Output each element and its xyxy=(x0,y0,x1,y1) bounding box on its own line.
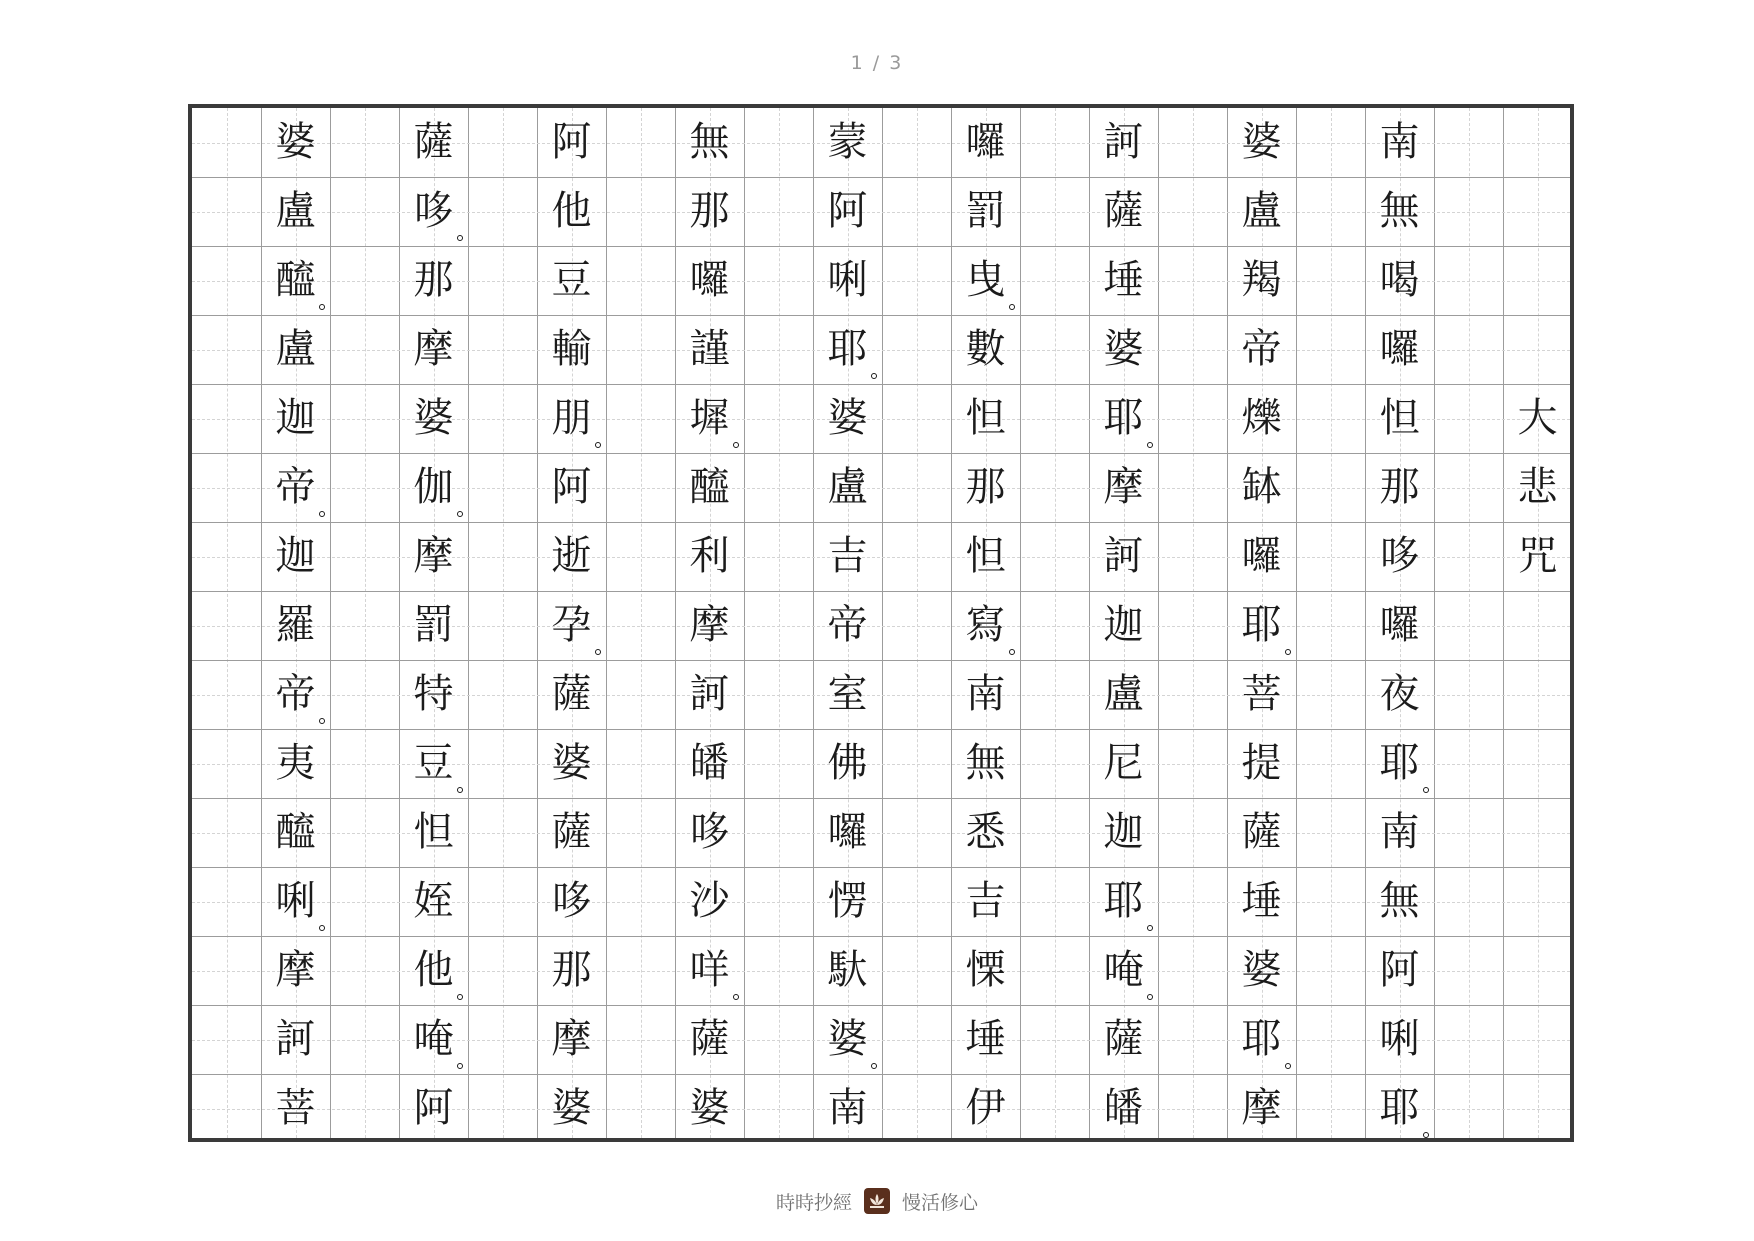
sutra-character: 摩 xyxy=(1241,1085,1282,1131)
punctuation-mark xyxy=(1009,304,1015,310)
grid-column-line xyxy=(1434,108,1435,1138)
sutra-character: 伊 xyxy=(965,1085,1006,1131)
sutra-character: 耶 xyxy=(1379,740,1420,786)
sutra-character: 愣 xyxy=(827,878,868,924)
punctuation-mark xyxy=(1147,442,1153,448)
sutra-character: 帝 xyxy=(275,464,316,510)
sutra-character: 帝 xyxy=(827,602,868,648)
sutra-character: 罰 xyxy=(413,602,454,648)
sutra-character: 婆 xyxy=(827,1016,868,1062)
sutra-character: 婆 xyxy=(413,395,454,441)
sutra-character: 摩 xyxy=(413,326,454,372)
sutra-character: 朋 xyxy=(551,395,592,441)
sutra-character: 罰 xyxy=(965,188,1006,234)
punctuation-mark xyxy=(871,373,877,379)
sutra-character: 無 xyxy=(1379,188,1420,234)
sutra-character: 皤 xyxy=(689,740,730,786)
sutra-character: 怛 xyxy=(413,809,454,855)
punctuation-mark xyxy=(1147,925,1153,931)
punctuation-mark xyxy=(319,304,325,310)
sutra-character: 薩 xyxy=(413,119,454,165)
sutra-character: 提 xyxy=(1241,740,1282,786)
lotus-icon xyxy=(864,1188,890,1214)
grid-column-guide xyxy=(365,108,366,1138)
sutra-character: 迦 xyxy=(275,533,316,579)
sutra-character: 無 xyxy=(1379,878,1420,924)
sutra-character: 婆 xyxy=(1103,326,1144,372)
sutra-character: 唎 xyxy=(1379,1016,1420,1062)
sutra-character: 無 xyxy=(689,119,730,165)
sutra-character: 他 xyxy=(551,188,592,234)
grid-column-line xyxy=(606,108,607,1138)
sutra-character: 耶 xyxy=(1103,878,1144,924)
sutra-character: 唵 xyxy=(413,1016,454,1062)
sutra-character: 夜 xyxy=(1379,671,1420,717)
grid-column-guide xyxy=(1331,108,1332,1138)
sutra-character: 哆 xyxy=(1379,533,1420,579)
sutra-character: 帝 xyxy=(275,671,316,717)
grid-column-guide xyxy=(641,108,642,1138)
sutra-character: 佛 xyxy=(827,740,868,786)
sutra-character: 耶 xyxy=(1241,1016,1282,1062)
sutra-character: 薩 xyxy=(1241,809,1282,855)
punctuation-mark xyxy=(319,511,325,517)
sutra-character: 輸 xyxy=(551,326,592,372)
sutra-character: 夷 xyxy=(275,740,316,786)
sutra-character: 那 xyxy=(689,188,730,234)
sutra-character: 馱 xyxy=(827,947,868,993)
grid-column-line xyxy=(330,108,331,1138)
grid-column-guide xyxy=(503,108,504,1138)
sutra-character: 豆 xyxy=(413,740,454,786)
sutra-character: 阿 xyxy=(1379,947,1420,993)
sutra-character: 盧 xyxy=(1241,188,1282,234)
sutra-character: 醯 xyxy=(275,257,316,303)
sutra-character: 耶 xyxy=(827,326,868,372)
sutra-character: 訶 xyxy=(689,671,730,717)
grid-column-guide xyxy=(779,108,780,1138)
sutra-character: 盧 xyxy=(275,326,316,372)
sutra-character: 婆 xyxy=(551,1085,592,1131)
sutra-character: 哆 xyxy=(551,878,592,924)
sutra-character: 南 xyxy=(1379,809,1420,855)
sutra-character: 薩 xyxy=(689,1016,730,1062)
punctuation-mark xyxy=(1423,787,1429,793)
sutra-character: 謹 xyxy=(689,326,730,372)
sutra-character: 婆 xyxy=(1241,119,1282,165)
grid-column-guide xyxy=(1469,108,1470,1138)
sutra-character: 醯 xyxy=(275,809,316,855)
title-character: 咒 xyxy=(1517,533,1558,579)
sutra-character: 哆 xyxy=(689,809,730,855)
sutra-character: 囉 xyxy=(827,809,868,855)
grid-column-guide xyxy=(1538,108,1539,1138)
grid-column-line xyxy=(1158,108,1159,1138)
punctuation-mark xyxy=(457,787,463,793)
sutra-character: 蒙 xyxy=(827,119,868,165)
sutra-character: 婆 xyxy=(1241,947,1282,993)
grid-column-line xyxy=(744,108,745,1138)
sutra-character: 菩 xyxy=(1241,671,1282,717)
sutra-character: 囉 xyxy=(689,257,730,303)
sutra-character: 阿 xyxy=(551,119,592,165)
sutra-character: 逝 xyxy=(551,533,592,579)
grid-column-line xyxy=(882,108,883,1138)
sutra-character: 迦 xyxy=(1103,602,1144,648)
sutra-character: 羅 xyxy=(275,602,316,648)
sutra-character: 特 xyxy=(413,671,454,717)
sutra-character: 南 xyxy=(1379,119,1420,165)
sutra-character: 室 xyxy=(827,671,868,717)
sutra-character: 那 xyxy=(413,257,454,303)
sutra-character: 摩 xyxy=(275,947,316,993)
grid-column-guide xyxy=(1055,108,1056,1138)
sutra-character: 訶 xyxy=(1103,533,1144,579)
grid-column-guide xyxy=(1193,108,1194,1138)
sutra-character: 薩 xyxy=(1103,188,1144,234)
sutra-character: 阿 xyxy=(827,188,868,234)
sutra-character: 耶 xyxy=(1379,1085,1420,1131)
punctuation-mark xyxy=(457,994,463,1000)
page-number: 1 / 3 xyxy=(850,52,904,74)
sutra-character: 囉 xyxy=(1241,533,1282,579)
punctuation-mark xyxy=(457,511,463,517)
sutra-character: 缽 xyxy=(1241,464,1282,510)
sutra-character: 醯 xyxy=(689,464,730,510)
sutra-character: 帝 xyxy=(1241,326,1282,372)
sutra-character: 怛 xyxy=(965,395,1006,441)
sutra-character: 盧 xyxy=(275,188,316,234)
grid-column-line xyxy=(1020,108,1021,1138)
sutra-character: 埵 xyxy=(1241,878,1282,924)
punctuation-mark xyxy=(457,235,463,241)
sutra-character: 羯 xyxy=(1241,257,1282,303)
sutra-character: 埵 xyxy=(965,1016,1006,1062)
footer xyxy=(0,1186,1754,1216)
punctuation-mark xyxy=(319,925,325,931)
sutra-character: 囉 xyxy=(1379,602,1420,648)
sutra-character: 囉 xyxy=(1379,326,1420,372)
sutra-character: 墀 xyxy=(689,395,730,441)
punctuation-mark xyxy=(733,994,739,1000)
sutra-character: 怛 xyxy=(1379,395,1420,441)
sutra-character: 薩 xyxy=(551,671,592,717)
sutra-character: 寫 xyxy=(965,602,1006,648)
punctuation-mark xyxy=(1423,1132,1429,1138)
sutra-character: 阿 xyxy=(551,464,592,510)
sutra-character: 咩 xyxy=(689,947,730,993)
grid-column-line xyxy=(468,108,469,1138)
sutra-character: 婆 xyxy=(551,740,592,786)
sutra-character: 訶 xyxy=(275,1016,316,1062)
sutra-character: 曳 xyxy=(965,257,1006,303)
punctuation-mark xyxy=(457,1063,463,1069)
sutra-character: 唎 xyxy=(275,878,316,924)
punctuation-mark xyxy=(595,649,601,655)
sutra-character: 訶 xyxy=(1103,119,1144,165)
grid-column-line xyxy=(1503,108,1504,1138)
sutra-character: 尼 xyxy=(1103,740,1144,786)
sutra-character: 吉 xyxy=(827,533,868,579)
sutra-character: 摩 xyxy=(413,533,454,579)
sutra-character: 耶 xyxy=(1103,395,1144,441)
sutra-character: 數 xyxy=(965,326,1006,372)
sutra-character: 埵 xyxy=(1103,257,1144,303)
title-character: 大 xyxy=(1517,395,1558,441)
punctuation-mark xyxy=(1285,1063,1291,1069)
sutra-character: 喝 xyxy=(1379,257,1420,303)
punctuation-mark xyxy=(871,1063,877,1069)
sutra-character: 他 xyxy=(413,947,454,993)
sutra-character: 哆 xyxy=(413,188,454,234)
sutra-character: 吉 xyxy=(965,878,1006,924)
sutra-character: 那 xyxy=(1379,464,1420,510)
sutra-character: 無 xyxy=(965,740,1006,786)
sutra-character: 婆 xyxy=(275,119,316,165)
sutra-character: 姪 xyxy=(413,878,454,924)
punctuation-mark xyxy=(595,442,601,448)
sutra-character: 唎 xyxy=(827,257,868,303)
sutra-character: 伽 xyxy=(413,464,454,510)
punctuation-mark xyxy=(1147,994,1153,1000)
sutra-character: 南 xyxy=(965,671,1006,717)
footer-left-text: 時時抄經 xyxy=(775,1191,852,1214)
sutra-character: 盧 xyxy=(827,464,868,510)
punctuation-mark xyxy=(319,718,325,724)
copy-grid-sheet xyxy=(188,104,1574,1142)
sutra-character: 爍 xyxy=(1241,395,1282,441)
punctuation-mark xyxy=(1009,649,1015,655)
sutra-character: 耶 xyxy=(1241,602,1282,648)
sutra-character: 唵 xyxy=(1103,947,1144,993)
sutra-character: 薩 xyxy=(551,809,592,855)
sutra-character: 阿 xyxy=(413,1085,454,1131)
sutra-character: 慄 xyxy=(965,947,1006,993)
punctuation-mark xyxy=(733,442,739,448)
grid-column-guide xyxy=(917,108,918,1138)
sutra-character: 囉 xyxy=(965,119,1006,165)
grid-column-line xyxy=(1296,108,1297,1138)
sutra-character: 迦 xyxy=(1103,809,1144,855)
sutra-character: 悉 xyxy=(965,809,1006,855)
sutra-character: 怛 xyxy=(965,533,1006,579)
sutra-character: 婆 xyxy=(689,1085,730,1131)
footer-right-text: 慢活修心 xyxy=(902,1191,979,1214)
sutra-character: 那 xyxy=(551,947,592,993)
sutra-character: 南 xyxy=(827,1085,868,1131)
sutra-character: 迦 xyxy=(275,395,316,441)
sutra-character: 薩 xyxy=(1103,1016,1144,1062)
sutra-character: 盧 xyxy=(1103,671,1144,717)
sutra-character: 沙 xyxy=(689,878,730,924)
sutra-character: 孕 xyxy=(551,602,592,648)
sutra-character: 摩 xyxy=(689,602,730,648)
sutra-character: 那 xyxy=(965,464,1006,510)
sutra-character: 摩 xyxy=(1103,464,1144,510)
punctuation-mark xyxy=(1285,649,1291,655)
sutra-character: 皤 xyxy=(1103,1085,1144,1131)
title-character: 悲 xyxy=(1517,464,1558,510)
sutra-character: 利 xyxy=(689,533,730,579)
sutra-character: 摩 xyxy=(551,1016,592,1062)
sutra-character: 菩 xyxy=(275,1085,316,1131)
sutra-character: 婆 xyxy=(827,395,868,441)
grid-column-guide xyxy=(227,108,228,1138)
sutra-character: 豆 xyxy=(551,257,592,303)
